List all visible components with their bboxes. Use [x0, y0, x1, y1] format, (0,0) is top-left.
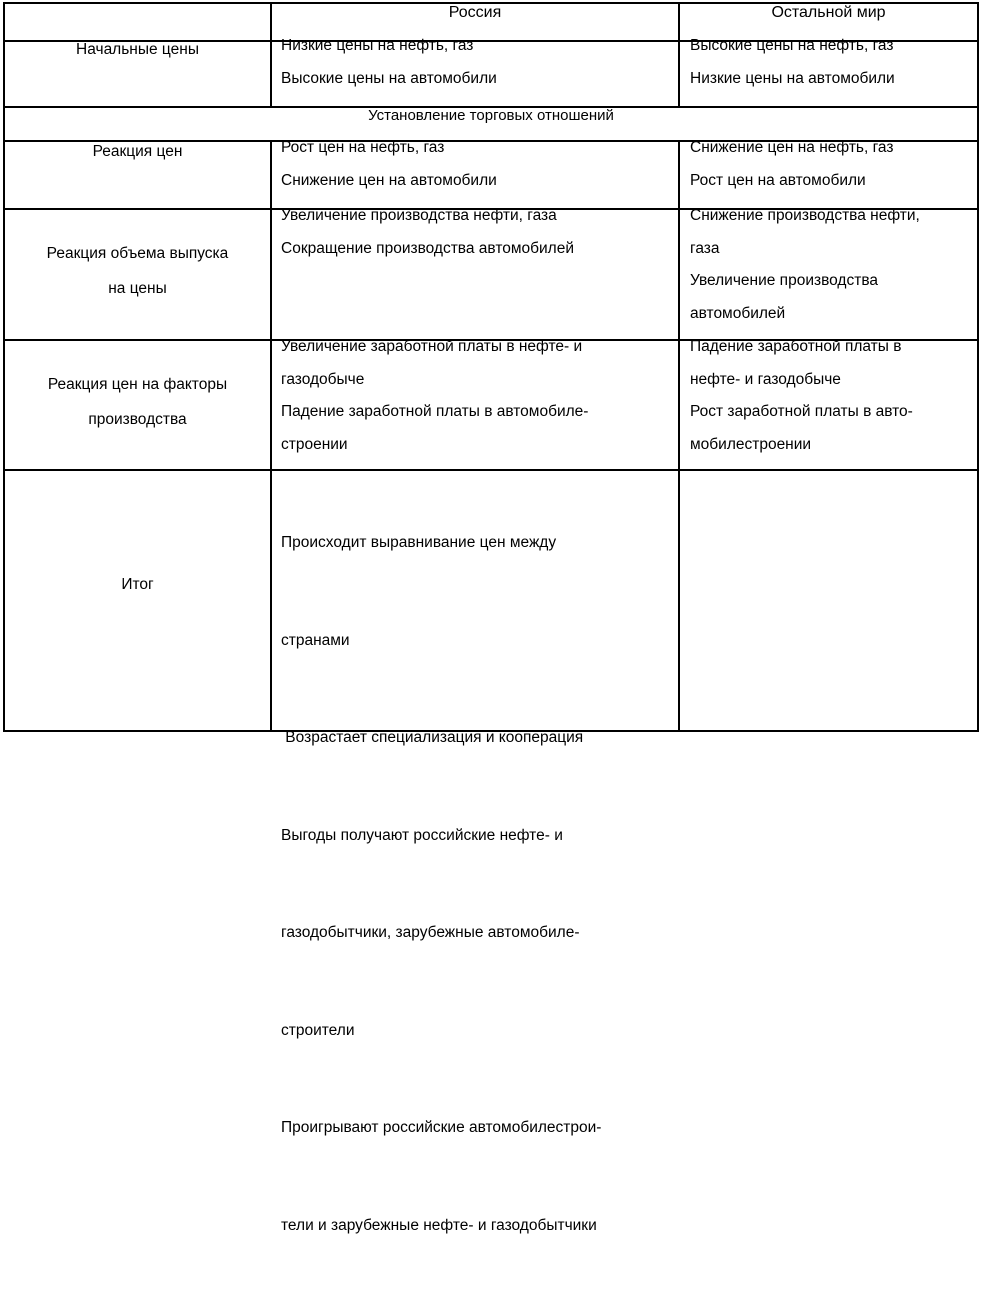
cell-result-world-empty [680, 471, 977, 730]
text-line: Увеличение производства [690, 272, 878, 289]
text-line: Сокращение производства автомобилей [281, 239, 574, 257]
cell-result-russia [281, 462, 601, 1307]
label-line: производства [88, 411, 187, 428]
cell-price-reaction-world [690, 132, 893, 197]
text-line: нефте- и газодобыче [690, 370, 841, 388]
text-line: Низкие цены на автомобили [690, 69, 895, 87]
label-line: Реакция цен на факторы [47, 376, 228, 393]
column-divider [270, 140, 272, 730]
cell-output-reaction-world [690, 200, 920, 330]
text-line: Низкие цены на нефть, газ [281, 37, 474, 54]
row-label-factor-reaction [5, 367, 270, 437]
text-line: мобилестроении [690, 435, 812, 453]
row-label-price-reaction: Реакция цен [92, 143, 183, 160]
text-line: газодобыче [281, 370, 365, 388]
text-line: Падение заработной платы в автомобиле- [281, 403, 589, 420]
comparison-table [3, 2, 979, 1234]
text-line: Увеличение заработной платы в нефте- и [281, 338, 583, 355]
row-label-result: Итог [121, 576, 154, 593]
text-line: Высокие цены на нефть, газ [690, 37, 894, 54]
text-line: тели и зарубежные нефте- и газодобытчики [281, 1216, 597, 1234]
row-label-initial-prices: Начальные цены [76, 41, 199, 58]
text-line: газа [690, 239, 720, 257]
text-line: газодобытчики, зарубежные автомобиле- [281, 924, 580, 941]
text-line: Падение заработной платы в [690, 338, 902, 355]
text-line: Проигрывают российские автомобилестрои- [281, 1119, 602, 1136]
label-line: Реакция объема выпуска [46, 245, 229, 262]
cell-initial-world [690, 30, 895, 95]
text-line: Рост цен на автомобили [690, 171, 866, 189]
text-line: Рост заработной платы в авто- [690, 403, 913, 420]
text-line: Увеличение производства нефти, газа [281, 207, 557, 224]
cell-factor-reaction-world [690, 331, 913, 461]
label-line: на цены [108, 280, 167, 297]
row-label-output-reaction [5, 236, 270, 306]
header-world: Остальной мир [771, 4, 886, 21]
text-line: Выгоды получают российские нефте- и [281, 826, 563, 844]
text-line: Рост цен на нефть, газ [281, 139, 445, 156]
text-line: Снижение производства нефти, [690, 207, 920, 224]
text-line: Происходит выравнивание цен между [281, 534, 557, 551]
text-line: странами [281, 631, 350, 649]
row-label-trade-relations: Установление торговых отношений [368, 107, 614, 124]
text-line: Возрастает специализация и кооперация [281, 729, 584, 746]
cell-price-reaction-russia [281, 132, 497, 197]
text-line: Высокие цены на автомобили [281, 69, 497, 87]
cell-initial-russia [281, 30, 497, 95]
cell-output-reaction-russia [281, 200, 574, 265]
text-line: строители [281, 1021, 355, 1039]
text-line: строении [281, 435, 348, 453]
cell-factor-reaction-russia [281, 331, 588, 461]
text-line: автомобилей [690, 304, 786, 322]
text-line: Снижение цен на автомобили [281, 171, 497, 189]
text-line: Снижение цен на нефть, газ [690, 139, 894, 156]
header-russia: Россия [448, 4, 502, 21]
